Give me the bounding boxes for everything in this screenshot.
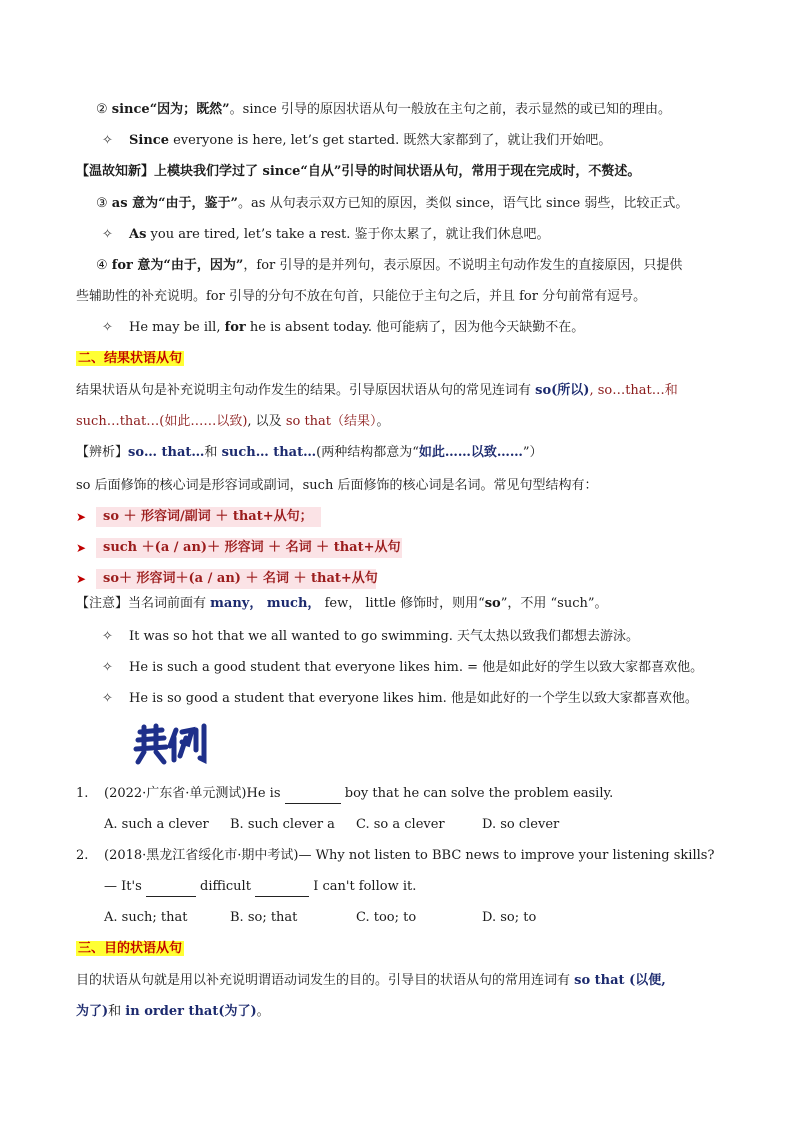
q2-option-c[interactable]: C. too; to bbox=[356, 910, 417, 925]
section-heading-result: 二、结果状语从句 bbox=[78, 351, 183, 366]
result-example-3: He is so good a student that everyone likes him. 他是如此好的一个学生以致大家都喜欢他。 bbox=[129, 691, 698, 706]
as-example-text: you are tired, let’s take a rest. 鉴于你太累了，就让我们休息吧。 bbox=[146, 227, 550, 242]
for-rule bbox=[96, 257, 682, 275]
answer-blank[interactable] bbox=[285, 785, 341, 804]
pattern-so-adj-a: so＋ 形容词＋(a / an) ＋ 名词 ＋ that+从句 bbox=[103, 571, 378, 586]
review-note: 【温故知新】上模块我们学过了 since“自从”引导的时间状语从句，常用于现在完成时，不赘述。 bbox=[76, 164, 641, 179]
as-rule bbox=[96, 195, 688, 213]
as-rest: 。as 从句表示双方已知的原因，类似 since，语气比 since 弱些，比较正式。 bbox=[238, 196, 689, 211]
q1-option-a[interactable]: A. such a clever bbox=[104, 817, 209, 832]
since-example bbox=[129, 132, 611, 150]
for-example-keyword: for bbox=[224, 320, 246, 335]
pattern-so-adj: so ＋ 形容词/副词 ＋ that+从句； bbox=[103, 509, 313, 524]
answer-blank[interactable] bbox=[255, 878, 309, 897]
as-example-keyword: As bbox=[129, 227, 147, 242]
example-stamp-graphic bbox=[130, 722, 210, 766]
for-example-text: he is absent today. 他可能病了，因为他今天缺勤不在。 bbox=[245, 320, 585, 335]
diamond-bullet-icon: ✧ bbox=[102, 660, 113, 675]
q2-option-b[interactable]: B. so; that bbox=[230, 910, 298, 925]
as-head: as 意为“由于，鉴于” bbox=[111, 196, 239, 211]
diamond-bullet-icon: ✧ bbox=[102, 691, 113, 706]
since-example-keyword: Since bbox=[129, 133, 169, 148]
question-2-stem: (2018·黑龙江省绥化市·期中考试)— Why not listen to BBC news to improve your listening skills? bbox=[104, 848, 715, 863]
result-example-1: It was so hot that we all wanted to go swimming. 天气太热以致我们都想去游泳。 bbox=[129, 629, 640, 644]
analysis-line: 【辨析】so… that…和 such… that…(两种结构都意为“如此……以致……”） bbox=[76, 445, 543, 460]
diamond-bullet-icon: ✧ bbox=[102, 320, 113, 335]
as-example bbox=[129, 226, 550, 244]
diamond-bullet-icon: ✧ bbox=[102, 629, 113, 644]
result-intro-line1: 结果状语从句是补充说明主句动作发生的结果。引导原因状语从句的常见连词有 so(所以), so…that…和 bbox=[76, 383, 678, 398]
arrow-bullet-icon: ➤ bbox=[76, 510, 87, 524]
purpose-intro-line1: 目的状语从句就是用以补充说明谓语动词发生的目的。引导目的状语从句的常用连词有 so that (以便, bbox=[76, 973, 666, 988]
purpose-intro-line2: 为了)和 in order that(为了)。 bbox=[76, 1004, 270, 1019]
for-head: for 意为“由于，因为” bbox=[111, 258, 244, 273]
core-word-note: so 后面修饰的核心词是形容词或副词，such 后面修饰的核心词是名词。常见句型结构有： bbox=[76, 478, 598, 493]
result-intro-line2: such…that…(如此……以致), 以及 so that（结果）。 bbox=[76, 414, 390, 429]
since-head: since“因为；既然” bbox=[111, 102, 230, 117]
num-4: ④ bbox=[96, 258, 108, 273]
result-example-2: He is such a good student that everyone likes him. = 他是如此好的学生以致大家都喜欢他。 bbox=[129, 660, 704, 675]
example-stamp bbox=[130, 722, 210, 766]
for-example-pre: He may be ill, bbox=[129, 320, 225, 335]
num-3: ③ bbox=[96, 196, 108, 211]
question-2-line2: — It's difficult I can't follow it. bbox=[104, 878, 416, 897]
for-rule-line2: 些辅助性的补充说明。for 引导的分句不放在句首，只能位于主句之后，并且 for 分句前常有逗号。 bbox=[76, 289, 647, 304]
pattern-such: such ＋(a / an)＋ 形容词 ＋ 名词 ＋ that+从句 bbox=[103, 540, 401, 555]
diamond-bullet-icon: ✧ bbox=[102, 227, 113, 242]
since-example-text: everyone is here, let’s get started. 既然大家都到了，就让我们开始吧。 bbox=[168, 133, 612, 148]
q1-option-c[interactable]: C. so a clever bbox=[356, 817, 445, 832]
q2-option-d[interactable]: D. so; to bbox=[482, 910, 537, 925]
answer-blank[interactable] bbox=[146, 878, 196, 897]
num-2: ② bbox=[96, 102, 108, 117]
q2-option-a[interactable]: A. such; that bbox=[104, 910, 188, 925]
q1-option-d[interactable]: D. so clever bbox=[482, 817, 560, 832]
question-2-number: 2. bbox=[76, 848, 89, 863]
q1-option-b[interactable]: B. such clever a bbox=[230, 817, 335, 832]
for-rest: ，for 引导的是并列句，表示原因。不说明主句动作发生的直接原因，只提供 bbox=[243, 258, 683, 273]
question-1-number: 1. bbox=[76, 786, 89, 801]
attention-note: 【注意】当名词前面有 many， much， few， little 修饰时，则用“so”，不用 “such”。 bbox=[76, 596, 608, 611]
diamond-bullet-icon: ✧ bbox=[102, 133, 113, 148]
arrow-bullet-icon: ➤ bbox=[76, 541, 87, 555]
section-heading-purpose: 三、目的状语从句 bbox=[78, 941, 183, 956]
since-rule bbox=[96, 101, 671, 119]
for-example bbox=[129, 319, 584, 337]
since-rest: 。since 引导的原因状语从句一般放在主句之前，表示显然的或已知的理由。 bbox=[229, 102, 671, 117]
question-1-stem: (2022·广东省·单元测试)He is boy that he can solve the problem easily. bbox=[104, 785, 613, 804]
arrow-bullet-icon: ➤ bbox=[76, 572, 87, 586]
